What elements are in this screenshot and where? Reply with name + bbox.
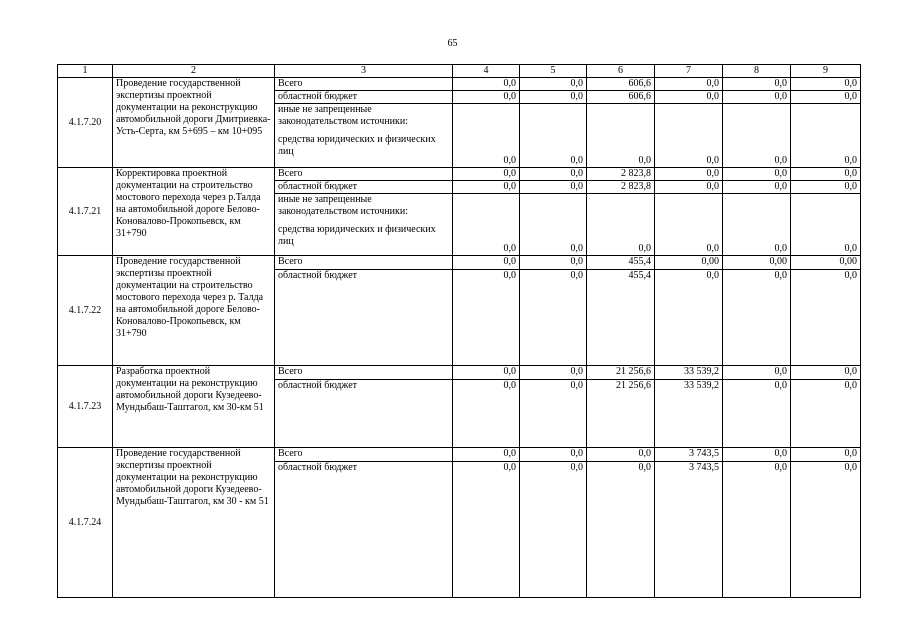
funding-source-detail: средства юридических и физических лиц — [278, 134, 436, 157]
column-number: 3 — [275, 65, 453, 78]
value-cell: 2 823,8 — [587, 181, 655, 194]
value-cell: 0,0 — [791, 366, 861, 380]
page-number: 65 — [447, 38, 458, 49]
value-cell: 0,0 — [791, 104, 861, 168]
column-number: 8 — [723, 65, 791, 78]
value-cell: 0,0 — [655, 270, 723, 366]
value-cell: 0,0 — [520, 194, 587, 256]
table-row — [58, 168, 861, 181]
value-cell: 0,0 — [723, 270, 791, 366]
funding-source: областной бюджет — [275, 462, 453, 598]
column-number-row — [58, 65, 861, 78]
value-cell: 0,0 — [791, 194, 861, 256]
value-cell: 0,0 — [587, 448, 655, 462]
value-cell: 0,0 — [791, 168, 861, 181]
funding-source: Всего — [275, 256, 453, 270]
value-cell: 0,0 — [723, 181, 791, 194]
table-row — [58, 366, 861, 380]
value-cell: 0,0 — [453, 380, 520, 448]
column-number: 7 — [655, 65, 723, 78]
value-cell: 0,0 — [453, 462, 520, 598]
value-cell: 0,0 — [520, 448, 587, 462]
value-cell: 0,0 — [453, 168, 520, 181]
column-number: 5 — [520, 65, 587, 78]
value-cell: 0,0 — [587, 194, 655, 256]
funding-source: Всего — [275, 448, 453, 462]
value-cell: 0,0 — [520, 380, 587, 448]
value-cell: 0,0 — [520, 91, 587, 104]
item-description: Проведение государственной экспертизы проектной документации на реконструкцию автомобильной дороги Дмитриевка-Усть-Серта, км 5+695 – км 10+095 — [113, 78, 275, 168]
value-cell: 0,0 — [655, 168, 723, 181]
column-number: 1 — [58, 65, 113, 78]
item-description: Проведение государственной экспертизы проектной документации на строительство мостового перехода через р. Талда на автомобильной дороге Белово-Коновалово-Прокопьевск, км 31+790 — [113, 256, 275, 366]
value-cell: 0,0 — [520, 462, 587, 598]
value-cell: 0,0 — [453, 270, 520, 366]
value-cell: 0,0 — [723, 380, 791, 448]
column-number: 6 — [587, 65, 655, 78]
value-cell: 0,0 — [723, 366, 791, 380]
item-description: Корректировка проектной документации на строительство мостового перехода через р.Талда на автомобильной дороге Белово-Коновалово-Прокопьевск, км 31+790 — [113, 168, 275, 256]
value-cell: 33 539,2 — [655, 380, 723, 448]
value-cell: 0,0 — [723, 168, 791, 181]
value-cell: 455,4 — [587, 270, 655, 366]
table-row — [58, 256, 861, 270]
item-description: Проведение государственной экспертизы проектной документации на реконструкцию автомобильной дороги Кузедеево-Мундыбаш-Таштагол, км 30 - км 51 — [113, 448, 275, 598]
item-code: 4.1.7.22 — [58, 256, 113, 366]
value-cell: 0,0 — [520, 256, 587, 270]
value-cell: 0,0 — [587, 104, 655, 168]
value-cell: 21 256,6 — [587, 366, 655, 380]
value-cell: 2 823,8 — [587, 168, 655, 181]
table-row — [58, 448, 861, 462]
value-cell: 0,0 — [723, 78, 791, 91]
item-code: 4.1.7.20 — [58, 78, 113, 168]
value-cell: 0,0 — [520, 181, 587, 194]
value-cell: 0,0 — [655, 181, 723, 194]
value-cell: 0,0 — [791, 91, 861, 104]
table-row — [58, 78, 861, 91]
funding-source: Всего — [275, 366, 453, 380]
value-cell: 0,0 — [453, 91, 520, 104]
item-description: Разработка проектной документации на реконструкцию автомобильной дороги Кузедеево-Мундыбаш-Таштагол, км 30-км 51 — [113, 366, 275, 448]
value-cell: 0,00 — [655, 256, 723, 270]
value-cell: 606,6 — [587, 91, 655, 104]
value-cell: 0,0 — [520, 168, 587, 181]
value-cell: 0,0 — [723, 91, 791, 104]
funding-source: иные не запрещенные законодательством источники: — [278, 104, 409, 127]
value-cell: 606,6 — [587, 78, 655, 91]
value-cell: 0,0 — [453, 78, 520, 91]
value-cell: 0,0 — [655, 194, 723, 256]
value-cell: 0,0 — [655, 91, 723, 104]
funding-source: Всего — [275, 78, 453, 91]
column-number: 4 — [453, 65, 520, 78]
value-cell: 0,0 — [453, 194, 520, 256]
value-cell: 3 743,5 — [655, 462, 723, 598]
value-cell: 0,0 — [723, 104, 791, 168]
funding-source: областной бюджет — [275, 181, 453, 194]
value-cell: 0,0 — [655, 104, 723, 168]
value-cell: 455,4 — [587, 256, 655, 270]
value-cell: 0,0 — [723, 462, 791, 598]
value-cell: 0,0 — [791, 448, 861, 462]
value-cell: 0,0 — [791, 380, 861, 448]
funding-source-other — [275, 104, 453, 168]
value-cell: 0,0 — [723, 194, 791, 256]
value-cell: 0,0 — [791, 181, 861, 194]
column-number: 2 — [113, 65, 275, 78]
item-code: 4.1.7.23 — [58, 366, 113, 448]
value-cell: 0,0 — [453, 366, 520, 380]
funding-source: областной бюджет — [275, 380, 453, 448]
funding-source: областной бюджет — [275, 91, 453, 104]
value-cell: 0,0 — [453, 256, 520, 270]
funding-source: областной бюджет — [275, 270, 453, 366]
value-cell: 21 256,6 — [587, 380, 655, 448]
value-cell: 0,0 — [791, 78, 861, 91]
value-cell: 3 743,5 — [655, 448, 723, 462]
value-cell: 0,0 — [723, 448, 791, 462]
value-cell: 0,0 — [791, 270, 861, 366]
value-cell: 0,0 — [453, 104, 520, 168]
value-cell: 0,0 — [520, 366, 587, 380]
value-cell: 0,0 — [520, 270, 587, 366]
value-cell: 0,0 — [520, 104, 587, 168]
value-cell: 0,00 — [723, 256, 791, 270]
value-cell: 0,00 — [791, 256, 861, 270]
funding-source: иные не запрещенные законодательством источники: — [278, 194, 409, 217]
budget-table — [57, 64, 861, 598]
value-cell: 0,0 — [587, 462, 655, 598]
funding-source-other — [275, 194, 453, 256]
value-cell: 0,0 — [520, 78, 587, 91]
column-number: 9 — [791, 65, 861, 78]
value-cell: 33 539,2 — [655, 366, 723, 380]
item-code: 4.1.7.24 — [58, 448, 113, 598]
value-cell: 0,0 — [791, 462, 861, 598]
value-cell: 0,0 — [453, 448, 520, 462]
item-code: 4.1.7.21 — [58, 168, 113, 256]
value-cell: 0,0 — [453, 181, 520, 194]
funding-source-detail: средства юридических и физических лиц — [278, 224, 436, 247]
funding-source: Всего — [275, 168, 453, 181]
value-cell: 0,0 — [655, 78, 723, 91]
